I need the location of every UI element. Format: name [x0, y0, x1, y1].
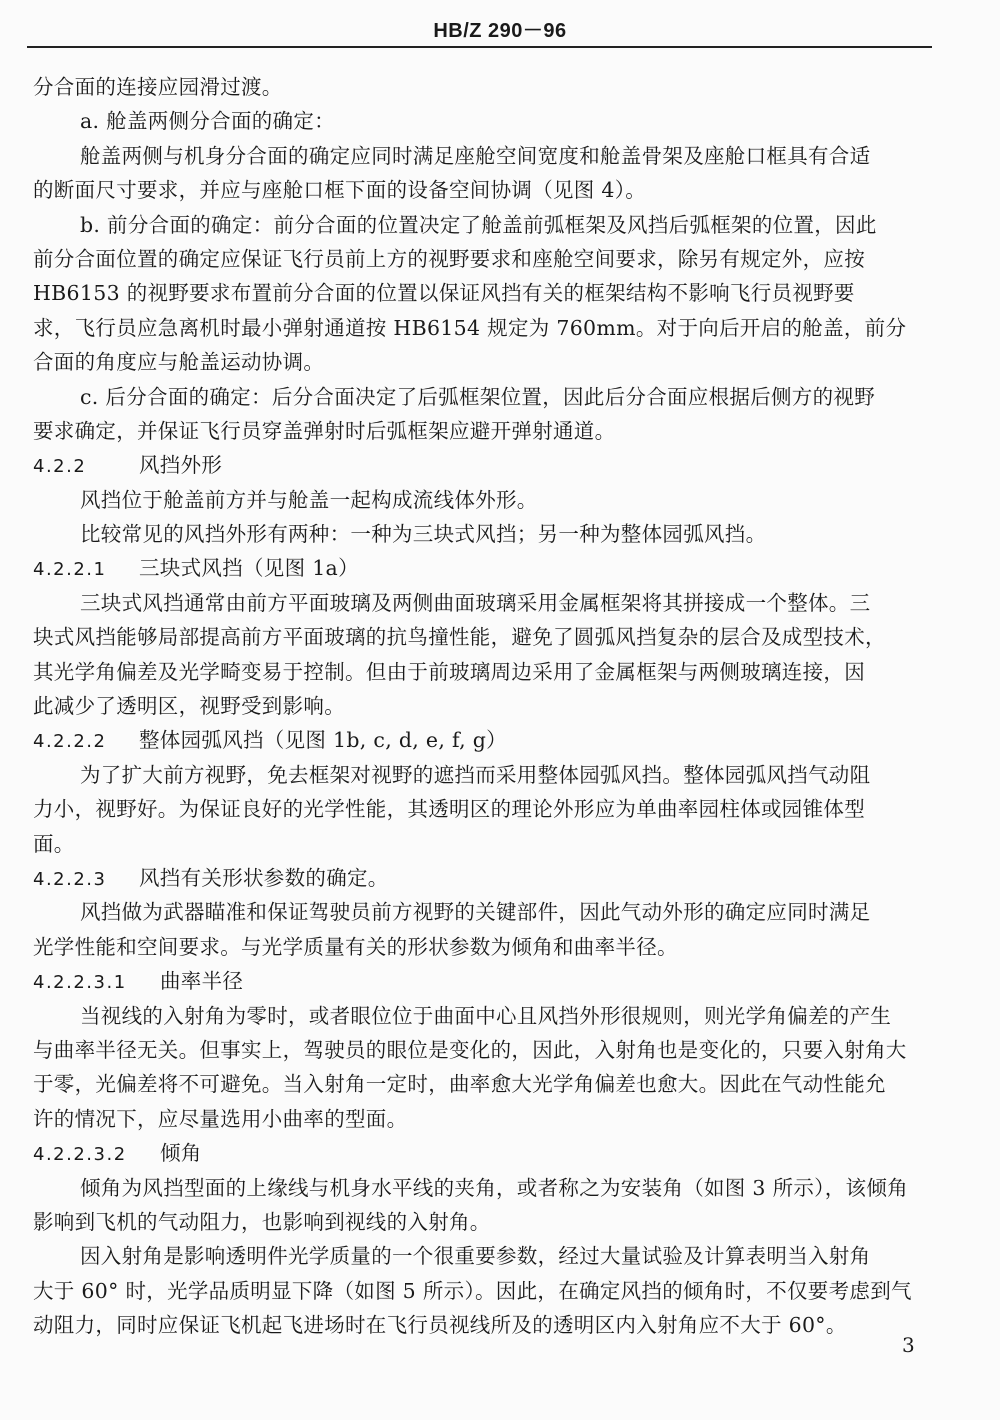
section-number: 4.2.2.3.2 [33, 1144, 127, 1166]
section-heading [33, 723, 945, 757]
document-body [33, 70, 945, 1342]
body-line: 面。 [33, 831, 75, 856]
body-line: 大于 60° 时，光学品质明显下降（如图 5 所示）。因此，在确定风挡的倾角时，不仅要考虑到气 [33, 1278, 912, 1303]
body-line: 合面的角度应与舱盖运动协调。 [33, 350, 325, 375]
body-line: 前分合面位置的确定应保证飞行员前上方的视野要求和座舱空间要求，除另有规定外，应按 [33, 246, 865, 271]
body-line: a. 舱盖两侧分合面的确定： [80, 109, 335, 134]
body-line: 舱盖两侧与机身分合面的确定应同时满足座舱空间宽度和舱盖骨架及座舱口框具有合适 [80, 143, 871, 168]
section-title: 三块式风挡（见图 1a） [139, 556, 359, 581]
body-line: 风挡做为武器瞄准和保证驾驶员前方视野的关键部件，因此气动外形的确定应同时满足 [80, 900, 871, 925]
body-line: 此减少了透明区，视野受到影响。 [33, 694, 345, 719]
section-number: 4.2.2.1 [33, 559, 107, 581]
body-line: b. 前分合面的确定：前分合面的位置决定了舱盖前弧框架及风挡后弧框架的位置，因此 [80, 212, 877, 237]
section-title: 风挡有关形状参数的确定。 [139, 865, 389, 890]
body-line: 与曲率半径无关。但事实上，驾驶员的眼位是变化的，因此，入射角也是变化的，只要入射角大 [33, 1037, 907, 1062]
body-line: 许的情况下，应尽量选用小曲率的型面。 [33, 1106, 408, 1131]
body-line: 于零，光偏差将不可避免。当入射角一定时，曲率愈大光学角偏差也愈大。因此在气动性能允 [33, 1072, 886, 1097]
body-line: 力小，视野好。为保证良好的光学性能，其透明区的理论外形应为单曲率园柱体或园锥体型 [33, 797, 865, 822]
section-heading [33, 964, 945, 998]
body-line: 块式风挡能够局部提高前方平面玻璃的抗鸟撞性能，避免了圆弧风挡复杂的层合及成型技术， [33, 625, 886, 650]
body-line: 倾角为风挡型面的上缘线与机身水平线的夹角，或者称之为安装角（如图 3 所示），该倾角 [80, 1175, 908, 1200]
body-line: 当视线的入射角为零时，或者眼位位于曲面中心且风挡外形很规则，则光学角偏差的产生 [80, 1003, 892, 1028]
body-line: 风挡位于舱盖前方并与舱盖一起构成流线体外形。 [80, 487, 538, 512]
header-rule [27, 46, 932, 48]
section-title: 曲率半径 [160, 969, 244, 994]
body-line: 光学性能和空间要求。与光学质量有关的形状参数为倾角和曲率半径。 [33, 934, 678, 959]
section-heading [33, 551, 945, 585]
section-title: 整体园弧风挡（见图 1b, c, d, e, f, g） [139, 728, 507, 753]
body-line: 分合面的连接应园滑过渡。 [33, 75, 283, 99]
section-title: 倾角 [160, 1141, 202, 1166]
body-line: 动阻力，同时应保证飞机起飞进场时在飞行员视线所及的透明区内入射角应不大于 60°。 [33, 1313, 847, 1338]
page-number: 3 [902, 1333, 915, 1357]
section-number: 4.2.2.3.1 [33, 972, 127, 994]
section-number: 4.2.2 [33, 456, 87, 478]
section-title: 风挡外形 [139, 453, 223, 478]
body-line: 因入射角是影响透明件光学质量的一个很重要参数，经过大量试验及计算表明当入射角 [80, 1244, 871, 1269]
body-line: c. 后分合面的确定：后分合面决定了后弧框架位置，因此后分合面应根据后侧方的视野 [80, 384, 876, 409]
section-heading [33, 1136, 945, 1170]
section-number: 4.2.2.3 [33, 868, 107, 890]
body-line: 为了扩大前方视野，免去框架对视野的遮挡而采用整体园弧风挡。整体园弧风挡气动阻 [80, 762, 871, 787]
body-line: 影响到飞机的气动阻力，也影响到视线的入射角。 [33, 1209, 491, 1234]
body-line: 要求确定，并保证飞行员穿盖弹射时后弧框架应避开弹射通道。 [33, 418, 616, 443]
body-line: 比较常见的风挡外形有两种：一种为三块式风挡；另一种为整体园弧风挡。 [80, 522, 767, 547]
section-heading [33, 861, 945, 895]
section-heading [33, 448, 945, 482]
body-line: 其光学角偏差及光学畸变易于控制。但由于前玻璃周边采用了金属框架与两侧玻璃连接，因 [33, 659, 865, 684]
body-line: 三块式风挡通常由前方平面玻璃及两侧曲面玻璃采用金属框架将其拼接成一个整体。三 [80, 590, 871, 615]
body-line: HB6153 的视野要求布置前分合面的位置以保证风挡有关的框架结构不影响飞行员视野要 [33, 281, 855, 306]
section-number: 4.2.2.2 [33, 731, 107, 753]
body-line: 求，飞行员应急离机时最小弹射通道按 HB6154 规定为 760mm。对于向后开启的舱盖，前分 [33, 315, 907, 340]
document-code-header: HB/Z 290－96 [433, 20, 567, 42]
body-line: 的断面尺寸要求，并应与座舱口框下面的设备空间协调（见图 4）。 [33, 178, 647, 203]
